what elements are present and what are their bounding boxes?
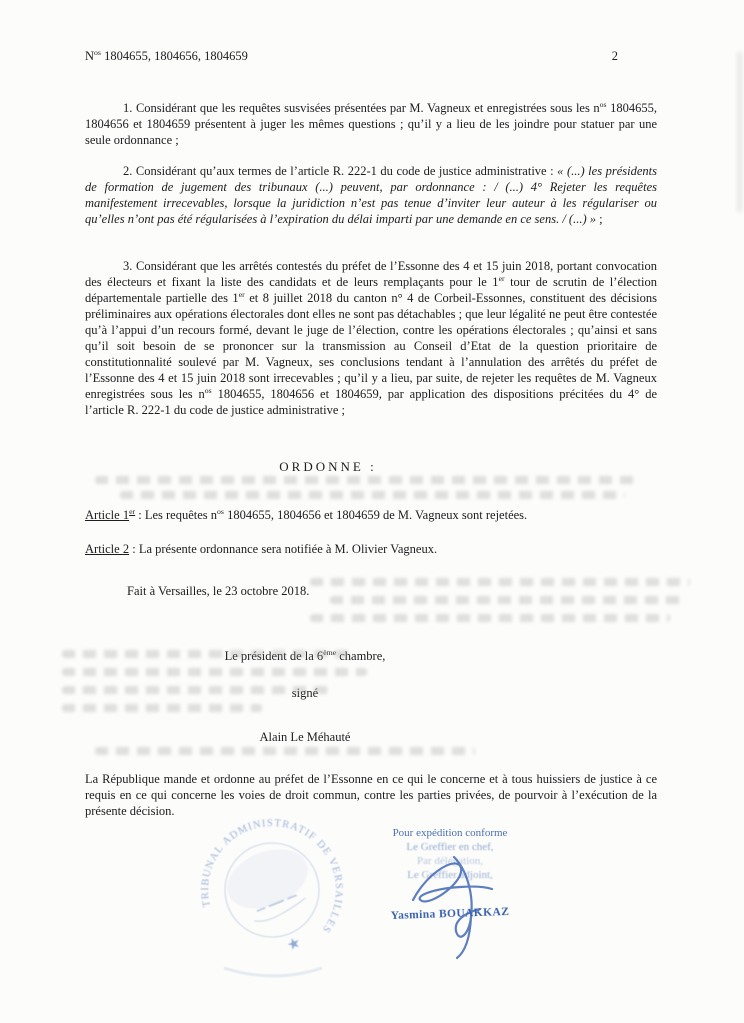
bleed-through-artifact bbox=[95, 747, 475, 755]
stamp-ring-text: TRIBUNAL ADMINISTRATIF DE VERSAILLES bbox=[199, 817, 345, 936]
stamp-bottom-artifact bbox=[224, 968, 322, 976]
date-place-line: Fait à Versailles, le 23 octobre 2018. bbox=[127, 584, 310, 598]
paragraph-considerant-2: 2. Considérant qu’aux termes de l’article R. 222-1 du code de justice administrative : « (...) les présidents de formation de jugement des tribunaux (...) peuvent, par ordonnance : / (...) 4° Rejeter les requêtes manifestement irrecevables, lorsque la juridiction n’est pas tenue d’inviter leur auteur à les régulariser ou qu’elles n’ont pas été régularisées à l’expiration du délai imparti par une demande en ce sens. / (...) » ; bbox=[85, 164, 657, 226]
president-signature-block bbox=[85, 648, 525, 745]
bleed-through-artifact bbox=[62, 704, 262, 712]
paragraph-considerant-3: 3. Considérant que les arrêtés contestés du préfet de l’Essonne des 4 et 15 juin 2018, portant convocation des électeurs et fixant la liste des candidats et de leurs remplaçants pour le 1er tour de scrutin de l’élection départementale partielle des 1er et 8 juillet 2018 du canton n° 4 de Corbeil-Essonnes, constituent des décisions préliminaires aux opérations électorales dont elles ne sont pas détachables ; que leur légalité ne peut être contestée qu’à l’appui d’un recours formé, devant le juge de l’élection, contre les opérations électorales ; qu’ainsi et sans qu’il soit besoin de se prononcer sur la transmission au Conseil d’Etat de la question prioritaire de constitutionnalité soulevé par M. Vagneux, ses conclusions tendant à l’annulation des arrêtés du préfet de l’Essonne des 4 et 15 juin 2018 sont irrecevables ; qu’il y a lieu, par suite, de rejeter les requêtes de M. Vagneux enregistrées sous les $n^{os}$ 1804655, 1804656 et 1804659, par application des dispositions précitées du 4° de l’article R. 222-1 du code de justice administrative ; bbox=[85, 259, 658, 417]
greffier-name: Yasmina BOUAKKAZ bbox=[390, 905, 510, 923]
stamp-inner-smudge bbox=[218, 838, 316, 920]
bleed-through-artifact bbox=[310, 578, 690, 586]
closing-formula: La République mande et ordonne au préfet de l’Essonne en ce qui le concerne et à tous huissiers de justice à ce requis en ce qui concerne les voies de droit commun, contre les parties privées, de pourvoir à l’exécution de la présente décision. bbox=[85, 772, 657, 818]
paragraph-considerant-1: 1. Considérant que les requêtes susvisées présentées par M. Vagneux et enregistrées sous les $n^{os}$ 1804655, 1804656 et 1804659 présentent à juger les mêmes questions ; qu’il y a lieu de les joindre pour statuer par une seule ordonnance ; bbox=[85, 99, 658, 147]
page-header bbox=[85, 48, 618, 64]
par-delegation-line: Par délégation, bbox=[417, 855, 483, 867]
president-title: Le président de la 6ème chambre, bbox=[224, 647, 386, 663]
tribunal-round-stamp bbox=[182, 800, 362, 980]
bleed-through-artifact bbox=[120, 491, 625, 499]
bleed-through-artifact bbox=[330, 596, 685, 604]
bleed-through-artifact bbox=[62, 686, 332, 694]
handwritten-signature bbox=[398, 845, 533, 960]
bleed-through-artifact bbox=[95, 476, 635, 484]
scan-edge-artifact bbox=[737, 52, 742, 212]
bleed-through-artifact bbox=[310, 614, 670, 622]
ordonne-heading: ORDONNE : bbox=[279, 459, 377, 474]
stamp-star-icon: ★ bbox=[284, 934, 304, 955]
president-name: Alain Le Méhauté bbox=[259, 730, 351, 744]
greffier-en-chef-line: Le Greffier en chef, bbox=[406, 841, 494, 853]
bleed-through-artifact bbox=[62, 650, 352, 658]
article-2: Article 2 : La présente ordonnance sera notifiée à M. Olivier Vagneux. bbox=[85, 542, 438, 556]
expedition-conforme-line: Pour expédition conforme bbox=[392, 827, 508, 839]
signed-label: signé bbox=[291, 686, 319, 700]
case-numbers: $N^{os}$ 1804655, 1804656, 1804659 bbox=[85, 47, 248, 63]
greffier-adjoint-line: Le Greffier adjoint, bbox=[407, 869, 493, 881]
article-1: Article 1er : Les requêtes $n^{os}$ 1804655, 1804656 et 1804659 de M. Vagneux sont rejetées. bbox=[85, 506, 528, 522]
signature-stroke bbox=[413, 857, 492, 958]
page-number: 2 bbox=[611, 49, 618, 63]
bleed-through-artifact bbox=[62, 668, 367, 676]
